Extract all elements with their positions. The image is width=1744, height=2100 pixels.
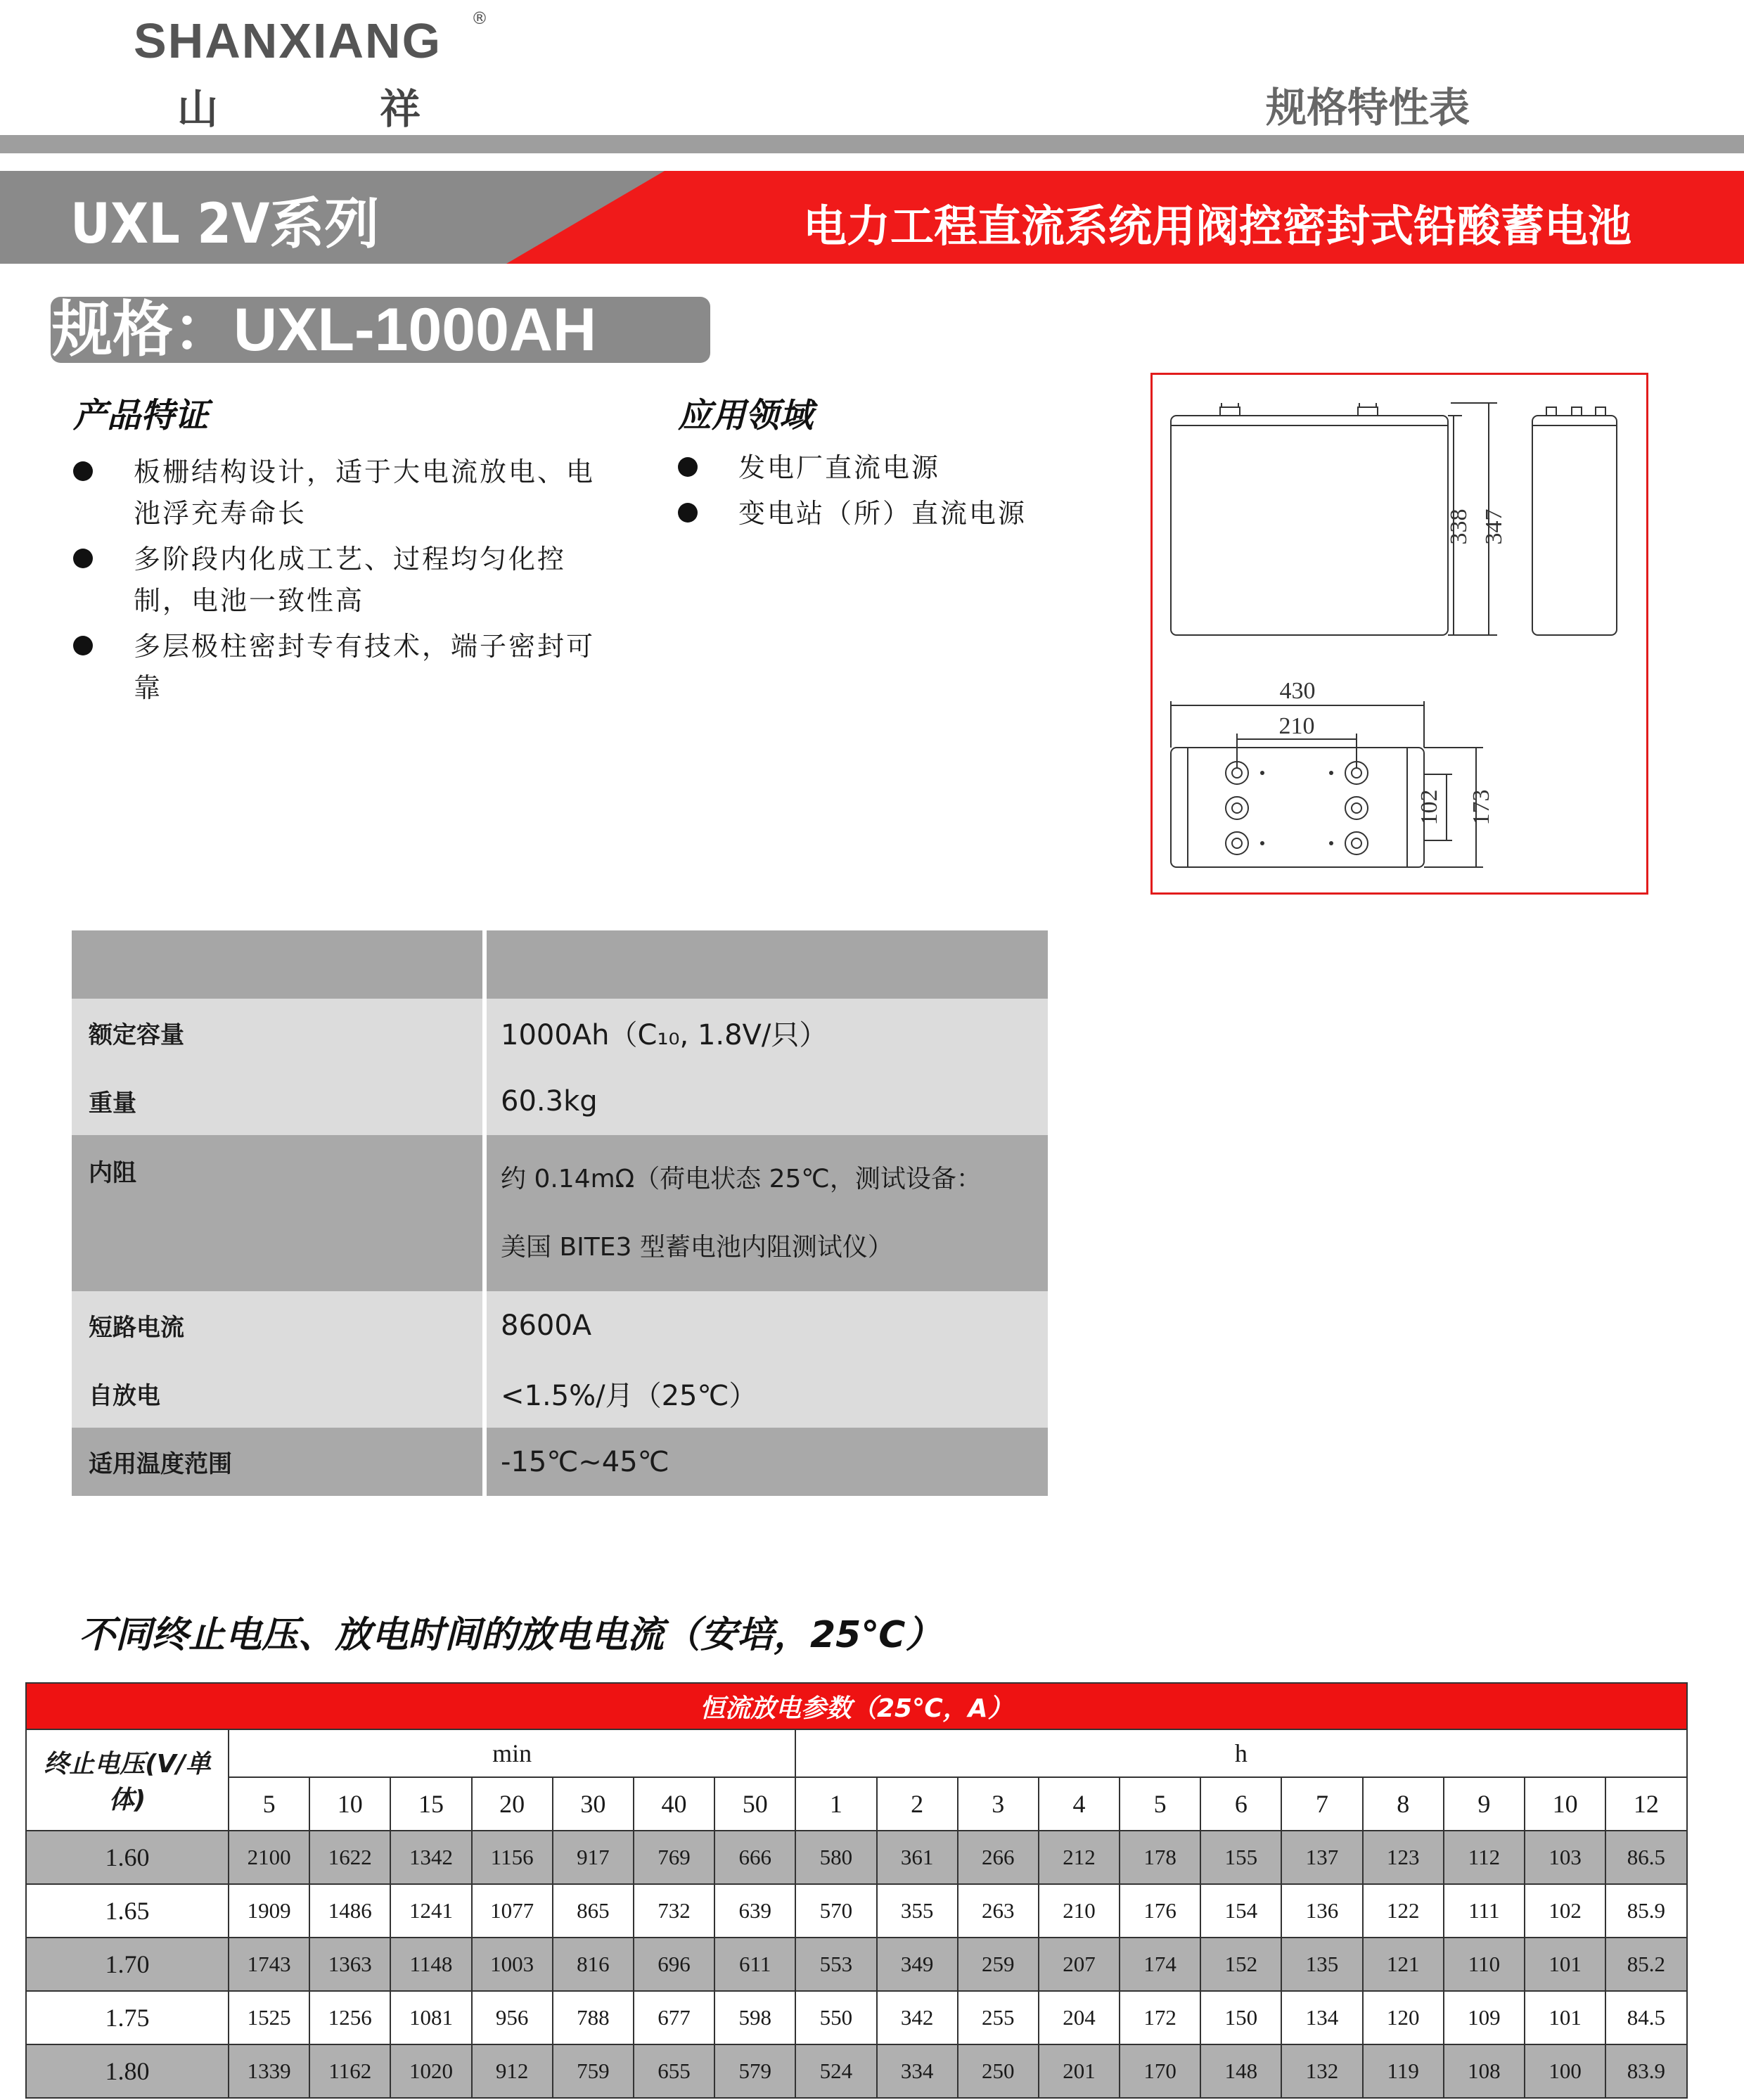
time-header-h: 8 xyxy=(1363,1777,1444,1831)
discharge-current-cell: 1148 xyxy=(390,1938,471,1991)
front-terminal-left xyxy=(1220,407,1240,416)
discharge-current-cell: 120 xyxy=(1363,1991,1444,2044)
dim-label-430: 430 xyxy=(1279,678,1316,704)
discharge-current-cell: 150 xyxy=(1200,1991,1281,2044)
discharge-current-cell: 259 xyxy=(958,1938,1039,1991)
dim-label-210: 210 xyxy=(1278,713,1315,739)
features-title: 产品特证 xyxy=(73,396,209,435)
spec-value: 1000Ah（C₁₀, 1.8V/只） xyxy=(485,999,1048,1067)
header-divider xyxy=(0,135,1744,153)
application-item: 发电厂直流电源 xyxy=(678,447,1128,489)
discharge-current-cell: 1342 xyxy=(390,1831,471,1884)
discharge-table xyxy=(25,1682,1688,2099)
discharge-current-cell: 255 xyxy=(958,1991,1039,2044)
discharge-current-cell: 172 xyxy=(1120,1991,1200,2044)
discharge-current-cell: 85.2 xyxy=(1605,1938,1686,1991)
model-title: 规格：UXL-1000AH xyxy=(51,297,710,363)
discharge-current-cell: 677 xyxy=(634,1991,714,2044)
discharge-current-cell: 155 xyxy=(1200,1831,1281,1884)
discharge-current-cell: 639 xyxy=(714,1884,795,1938)
discharge-current-cell: 956 xyxy=(472,1991,553,2044)
discharge-current-cell: 579 xyxy=(714,2044,795,2098)
features-list xyxy=(73,452,615,713)
applications-title: 应用领域 xyxy=(678,396,814,435)
spec-label: 适用温度范围 xyxy=(72,1428,485,1496)
spec-label: 重量 xyxy=(72,1067,485,1135)
discharge-current-cell: 349 xyxy=(877,1938,958,1991)
series-name: UXL 2V系列 xyxy=(70,193,380,256)
discharge-unit-row xyxy=(26,1729,1687,1777)
discharge-row xyxy=(26,2044,1687,2098)
discharge-current-cell: 696 xyxy=(634,1938,714,1991)
discharge-current-cell: 207 xyxy=(1039,1938,1120,1991)
discharge-current-cell: 176 xyxy=(1120,1884,1200,1938)
discharge-current-cell: 123 xyxy=(1363,1831,1444,1884)
discharge-current-cell: 101 xyxy=(1525,1991,1605,2044)
spec-row-capacity xyxy=(72,999,1048,1067)
application-item: 变电站（所）直流电源 xyxy=(678,493,1128,534)
dim-label-102: 102 xyxy=(1416,789,1442,826)
brand-logo-text: SHANXIANG xyxy=(134,13,442,68)
time-header-h: 12 xyxy=(1605,1777,1686,1831)
discharge-current-cell: 865 xyxy=(553,1884,634,1938)
unit-min-header: min xyxy=(229,1729,795,1777)
discharge-section-title: 不同终止电压、放电时间的放电电流（安培，25℃） xyxy=(79,1614,942,1656)
time-header-h: 7 xyxy=(1281,1777,1362,1831)
discharge-current-cell: 550 xyxy=(795,1991,876,2044)
discharge-current-cell: 132 xyxy=(1281,2044,1362,2098)
time-header-h: 3 xyxy=(958,1777,1039,1831)
series-description: 电力工程直流系统用阀控密封式铅酸蓄电池 xyxy=(802,200,1631,252)
discharge-current-cell: 2100 xyxy=(229,1831,309,1884)
spec-label: 短路电流 xyxy=(72,1291,485,1359)
discharge-current-cell: 152 xyxy=(1200,1938,1281,1991)
discharge-current-cell: 154 xyxy=(1200,1884,1281,1938)
discharge-current-cell: 109 xyxy=(1444,1991,1525,2044)
discharge-table-title: 恒流放电参数（25℃，A） xyxy=(26,1683,1687,1729)
spec-value: <1.5%/月（25℃） xyxy=(485,1359,1048,1428)
document-type: 规格特性表 xyxy=(1265,84,1470,132)
discharge-current-cell: 580 xyxy=(795,1831,876,1884)
time-header-h: 6 xyxy=(1200,1777,1281,1831)
time-header-h: 10 xyxy=(1525,1777,1605,1831)
discharge-current-cell: 204 xyxy=(1039,1991,1120,2044)
front-view-body xyxy=(1171,416,1448,635)
discharge-current-cell: 655 xyxy=(634,2044,714,2098)
discharge-current-cell: 1486 xyxy=(309,1884,390,1938)
spec-value: -15℃~45℃ xyxy=(485,1428,1048,1496)
discharge-current-cell: 342 xyxy=(877,1991,958,2044)
top-view-body xyxy=(1171,748,1424,867)
discharge-current-cell: 334 xyxy=(877,2044,958,2098)
discharge-current-cell: 912 xyxy=(472,2044,553,2098)
spec-row-resistance xyxy=(72,1135,1048,1291)
discharge-row xyxy=(26,1831,1687,1884)
unit-h-header: h xyxy=(795,1729,1686,1777)
spec-value-line1: 约 0.14mΩ（荷电状态 25℃，测试设备： xyxy=(501,1165,982,1193)
dim-label-173: 173 xyxy=(1468,789,1494,826)
discharge-current-cell: 86.5 xyxy=(1605,1831,1686,1884)
discharge-current-cell: 108 xyxy=(1444,2044,1525,2098)
battery-dimension-drawing xyxy=(1150,373,1648,895)
discharge-current-cell: 361 xyxy=(877,1831,958,1884)
discharge-current-cell: 769 xyxy=(634,1831,714,1884)
brand-cn-second: 祥 xyxy=(380,85,421,133)
discharge-current-cell: 134 xyxy=(1281,1991,1362,2044)
feature-item: 板栅结构设计，适于大电流放电、电池浮充寿命长 xyxy=(73,452,615,534)
dimension-drawing-svg xyxy=(1153,375,1646,892)
discharge-current-cell: 598 xyxy=(714,1991,795,2044)
discharge-current-cell: 174 xyxy=(1120,1938,1200,1991)
spec-row-short-circuit xyxy=(72,1291,1048,1359)
time-header-min: 30 xyxy=(553,1777,634,1831)
spec-row-self-discharge xyxy=(72,1359,1048,1428)
discharge-current-cell: 1909 xyxy=(229,1884,309,1938)
discharge-current-cell: 201 xyxy=(1039,2044,1120,2098)
spec-table xyxy=(72,930,1048,1496)
discharge-row xyxy=(26,1991,1687,2044)
spec-row-temperature xyxy=(72,1428,1048,1496)
discharge-current-cell: 524 xyxy=(795,2044,876,2098)
time-header-min: 50 xyxy=(714,1777,795,1831)
discharge-current-cell: 1256 xyxy=(309,1991,390,2044)
applications-list xyxy=(678,447,1128,539)
spec-label: 内阻 xyxy=(72,1135,485,1291)
discharge-current-cell: 102 xyxy=(1525,1884,1605,1938)
spec-value: 60.3kg xyxy=(485,1067,1048,1135)
end-voltage-cell: 1.60 xyxy=(26,1831,229,1884)
discharge-current-cell: 570 xyxy=(795,1884,876,1938)
time-header-min: 40 xyxy=(634,1777,714,1831)
discharge-current-cell: 355 xyxy=(877,1884,958,1938)
discharge-current-cell: 85.9 xyxy=(1605,1884,1686,1938)
dim-label-347: 347 xyxy=(1481,508,1507,545)
discharge-current-cell: 210 xyxy=(1039,1884,1120,1938)
discharge-row xyxy=(26,1884,1687,1938)
discharge-current-cell: 110 xyxy=(1444,1938,1525,1991)
discharge-current-cell: 1077 xyxy=(472,1884,553,1938)
time-header-h: 5 xyxy=(1120,1777,1200,1831)
discharge-current-cell: 666 xyxy=(714,1831,795,1884)
discharge-current-cell: 1743 xyxy=(229,1938,309,1991)
discharge-current-cell: 121 xyxy=(1363,1938,1444,1991)
discharge-current-cell: 266 xyxy=(958,1831,1039,1884)
discharge-current-cell: 170 xyxy=(1120,2044,1200,2098)
discharge-current-cell: 1081 xyxy=(390,1991,471,2044)
end-voltage-cell: 1.75 xyxy=(26,1991,229,2044)
time-header-h: 2 xyxy=(877,1777,958,1831)
discharge-row xyxy=(26,1938,1687,1991)
spec-value-line2: 美国 BITE3 型蓄电池内阻测试仪） xyxy=(501,1233,893,1262)
discharge-current-cell: 111 xyxy=(1444,1884,1525,1938)
discharge-current-cell: 553 xyxy=(795,1938,876,1991)
discharge-current-cell: 135 xyxy=(1281,1938,1362,1991)
time-header-min: 10 xyxy=(309,1777,390,1831)
spec-value xyxy=(485,1135,1048,1291)
discharge-current-cell: 1162 xyxy=(309,2044,390,2098)
feature-item: 多阶段内化成工艺、过程均匀化控制，电池一致性高 xyxy=(73,539,615,622)
discharge-current-cell: 1363 xyxy=(309,1938,390,1991)
discharge-current-cell: 611 xyxy=(714,1938,795,1991)
discharge-current-cell: 1622 xyxy=(309,1831,390,1884)
discharge-current-cell: 136 xyxy=(1281,1884,1362,1938)
side-view-body xyxy=(1532,416,1617,635)
end-voltage-cell: 1.65 xyxy=(26,1884,229,1938)
discharge-current-cell: 1156 xyxy=(472,1831,553,1884)
time-header-min: 15 xyxy=(390,1777,471,1831)
discharge-current-cell: 1339 xyxy=(229,2044,309,2098)
discharge-current-cell: 119 xyxy=(1363,2044,1444,2098)
feature-item: 多层极柱密封专有技术，端子密封可靠 xyxy=(73,626,615,709)
discharge-current-cell: 148 xyxy=(1200,2044,1281,2098)
discharge-current-cell: 263 xyxy=(958,1884,1039,1938)
discharge-current-cell: 1525 xyxy=(229,1991,309,2044)
discharge-current-cell: 103 xyxy=(1525,1831,1605,1884)
discharge-current-cell: 759 xyxy=(553,2044,634,2098)
spec-header-row xyxy=(72,930,1048,999)
spec-label: 额定容量 xyxy=(72,999,485,1067)
discharge-current-cell: 122 xyxy=(1363,1884,1444,1938)
dim-label-338: 338 xyxy=(1446,508,1472,545)
time-header-min: 5 xyxy=(229,1777,309,1831)
discharge-current-cell: 1003 xyxy=(472,1938,553,1991)
discharge-current-cell: 212 xyxy=(1039,1831,1120,1884)
discharge-current-cell: 1020 xyxy=(390,2044,471,2098)
discharge-current-cell: 100 xyxy=(1525,2044,1605,2098)
end-voltage-cell: 1.70 xyxy=(26,1938,229,1991)
spec-row-weight xyxy=(72,1067,1048,1135)
discharge-current-cell: 112 xyxy=(1444,1831,1525,1884)
spec-value: 8600A xyxy=(485,1291,1048,1359)
time-header-h: 9 xyxy=(1444,1777,1525,1831)
discharge-current-cell: 816 xyxy=(553,1938,634,1991)
discharge-time-row xyxy=(26,1777,1687,1831)
discharge-current-cell: 101 xyxy=(1525,1938,1605,1991)
front-terminal-right xyxy=(1358,407,1378,416)
time-header-h: 4 xyxy=(1039,1777,1120,1831)
discharge-current-cell: 1241 xyxy=(390,1884,471,1938)
discharge-current-cell: 732 xyxy=(634,1884,714,1938)
discharge-current-cell: 788 xyxy=(553,1991,634,2044)
end-voltage-cell: 1.80 xyxy=(26,2044,229,2098)
registered-mark: ® xyxy=(471,8,488,28)
discharge-table-title-row xyxy=(26,1683,1687,1729)
discharge-current-cell: 917 xyxy=(553,1831,634,1884)
voltage-column-header: 终止电压(V/单体) xyxy=(26,1729,229,1831)
brand-cn-first: 山 xyxy=(177,85,219,133)
discharge-current-cell: 250 xyxy=(958,2044,1039,2098)
discharge-current-cell: 84.5 xyxy=(1605,1991,1686,2044)
spec-label: 自放电 xyxy=(72,1359,485,1428)
time-header-min: 20 xyxy=(472,1777,553,1831)
discharge-current-cell: 137 xyxy=(1281,1831,1362,1884)
time-header-h: 1 xyxy=(795,1777,876,1831)
discharge-current-cell: 178 xyxy=(1120,1831,1200,1884)
discharge-current-cell: 83.9 xyxy=(1605,2044,1686,2098)
